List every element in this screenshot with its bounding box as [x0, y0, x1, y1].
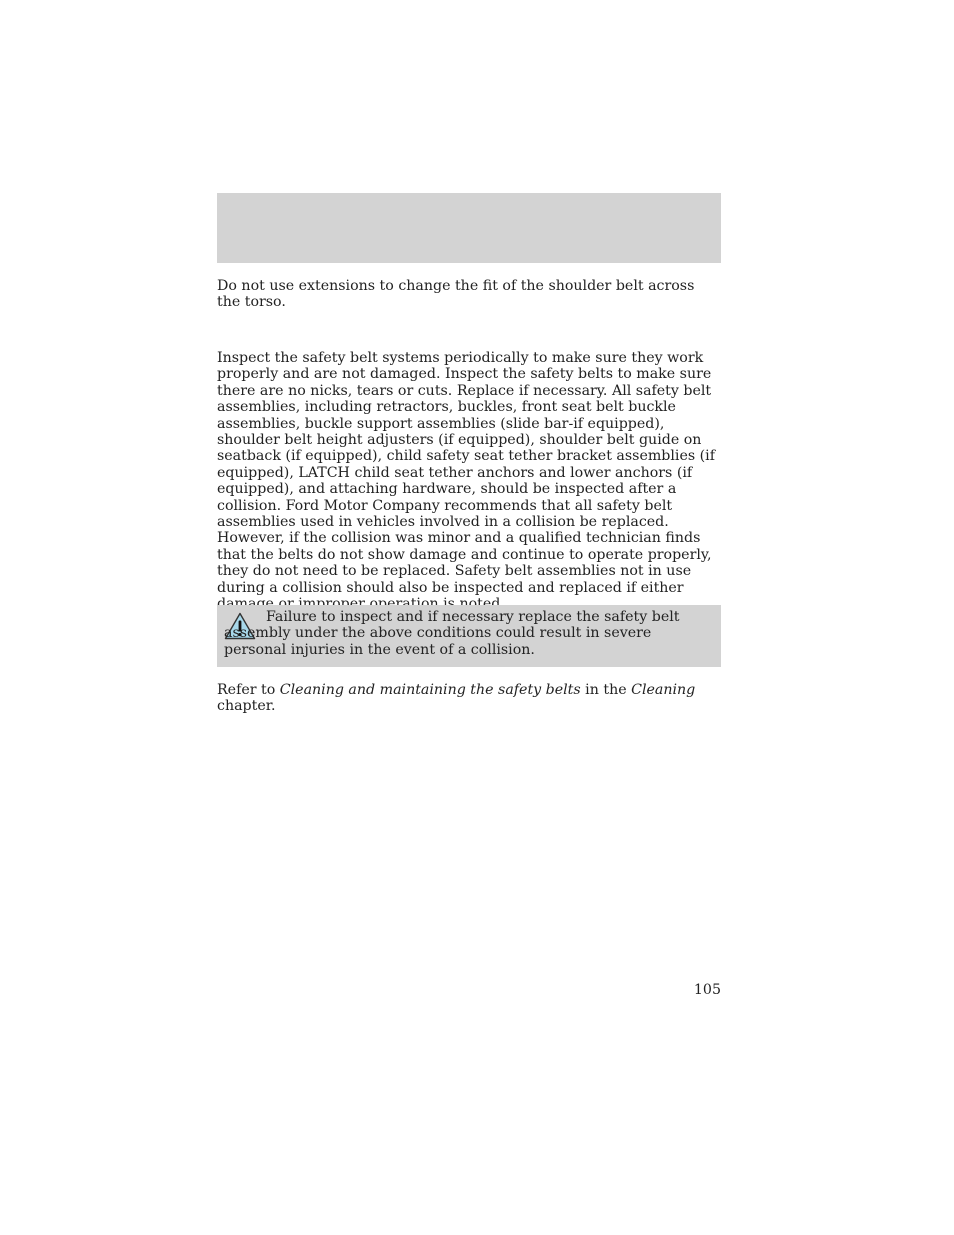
refer-paragraph — [217, 682, 722, 715]
shoulder-belt-paragraph: Do not use extensions to change the fit of the shoulder belt across the torso. — [217, 278, 695, 311]
refer-middle: in the — [580, 682, 632, 698]
refer-prefix: Refer to — [217, 682, 280, 698]
section-header-band — [217, 193, 721, 263]
warning-text: Failure to inspect and if necessary replace the safety belt assembly under the above conditions could result in severe personal injuries in the event of a collision. — [224, 609, 680, 658]
page-number: 105 — [693, 982, 721, 998]
refer-chapter-name: Cleaning — [631, 682, 696, 698]
inspection-paragraph: Inspect the safety belt systems periodically to make sure they work properly and are not damaged. Inspect the safety belts to make sure there are no nicks, tears or cuts. Replace if necessary. All safety belt assemblies, including retractors, buckles, front seat belt buckle assemblies, buckle support assemblies (slide bar-if equipped), shoulder belt height adjusters (if equipped), shoulder belt guide on seatback (if equipped), child safety seat tether bracket assemblies (if equipped), LATCH child seat tether anchors and lower anchors (if equipped), and attaching hardware, should be inspected after a collision. Ford Motor Company recommends that all safety belt assemblies used in vehicles involved in a collision be replaced. However, if the collision was minor and a qualified technician finds that the belts do not show damage and continue to operate properly, they do not need to be replaced. Safety belt assemblies not in use during a collision should also be inspected and replaced if either — [217, 350, 715, 596]
refer-suffix: chapter. — [217, 698, 276, 715]
refer-topic-link: Cleaning and maintaining the safety belts — [279, 682, 581, 698]
warning-box — [217, 605, 721, 667]
